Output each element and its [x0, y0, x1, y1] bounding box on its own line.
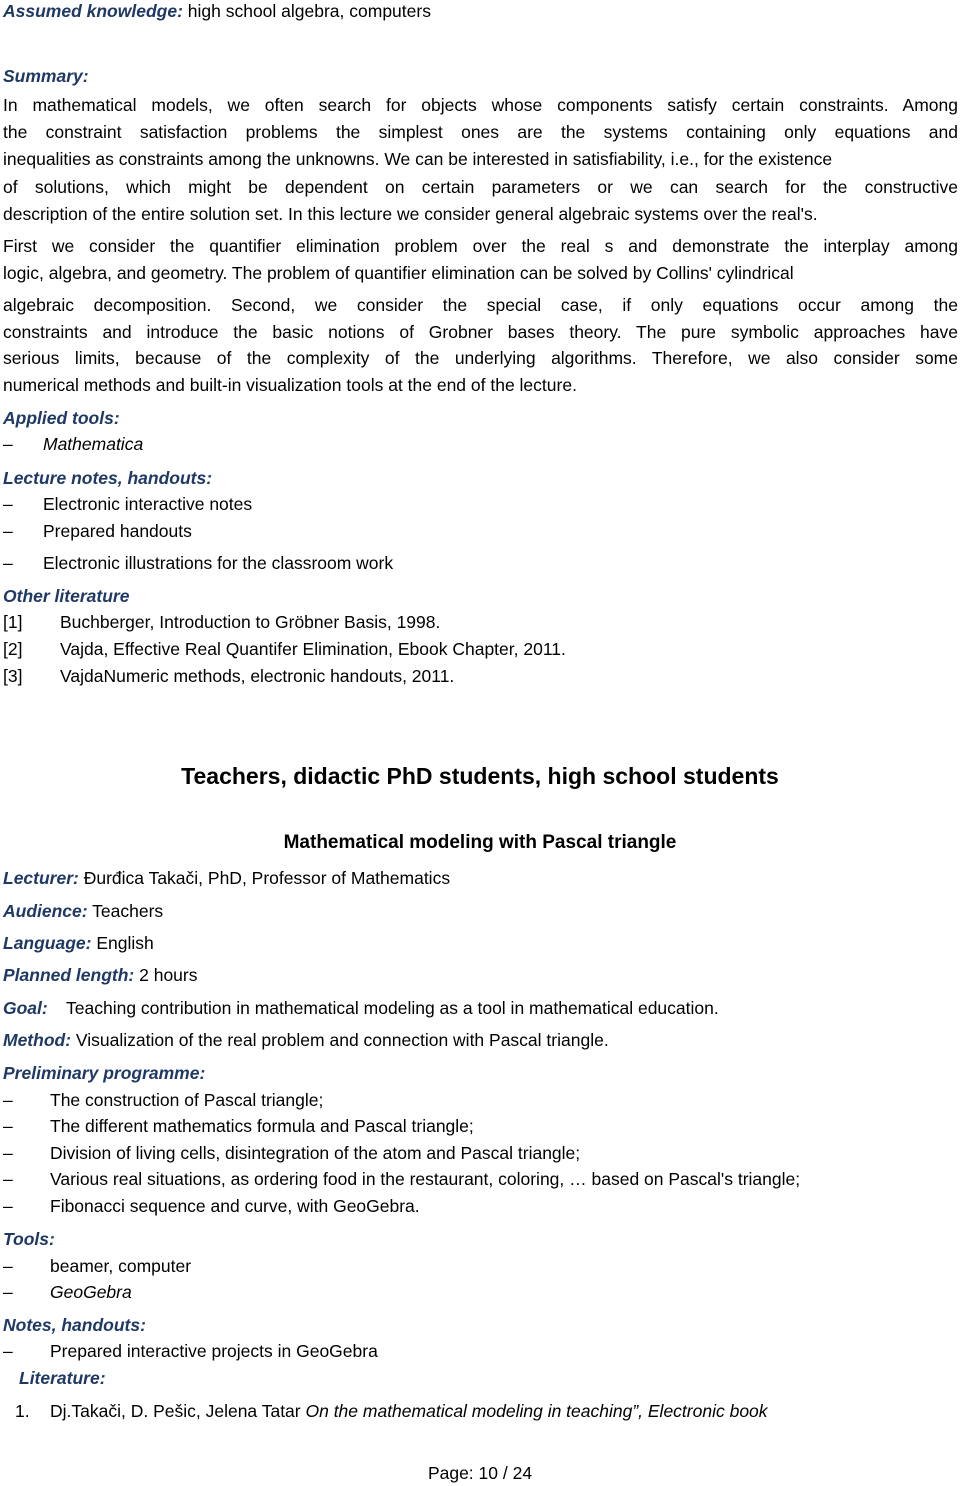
- goal-line: Goal: Teaching contribution in mathematical modeling as a tool in mathematical education.: [3, 998, 719, 1018]
- dash-bullet: –: [3, 494, 13, 514]
- dash-bullet: –: [3, 1090, 13, 1110]
- lecturer-label: Lecturer:: [3, 868, 79, 888]
- lecturer-line: Lecturer: Đurđica Takači, PhD, Professor of Mathematics: [3, 868, 451, 888]
- lecture-notes-label: Lecture notes, handouts:: [3, 468, 213, 488]
- audience-label: Audience:: [3, 901, 88, 921]
- dash-bullet: –: [3, 1169, 13, 1189]
- section-title: Teachers, didactic PhD students, high school students: [181, 763, 779, 789]
- notes-label: Notes, handouts:: [3, 1315, 146, 1335]
- summary-label: Summary:: [3, 66, 89, 86]
- length-line: Planned length: 2 hours: [3, 965, 198, 985]
- summary-line: serious limits, because of the complexity of the underlying algorithms. Therefore, we also consider some: [3, 348, 958, 368]
- applied-tools-label: Applied tools:: [3, 408, 120, 428]
- dash-bullet: –: [3, 1282, 13, 1302]
- dash-bullet: –: [3, 1341, 13, 1361]
- dash-bullet: –: [3, 1196, 13, 1216]
- course-title: Mathematical modeling with Pascal triangle: [283, 832, 677, 853]
- summary-line: of solutions, which might be dependent on certain parameters or we can search for the constructive: [3, 177, 958, 197]
- summary-line: the constraint satisfaction problems the simplest ones are the systems containing only equations and: [3, 122, 958, 142]
- summary-line: constraints and introduce the basic notions of Grobner bases theory. The pure symbolic approaches have: [3, 322, 958, 342]
- summary-line: inequalities as constraints among the unknowns. We can be interested in satisfiability, i.e., for the existence: [3, 149, 833, 169]
- summary-line: First we consider the quantifier elimination problem over the real s and demonstrate the interplay among: [3, 236, 958, 256]
- other-literature-label: Other literature: [3, 586, 130, 606]
- method-line: Method: Visualization of the real problem and connection with Pascal triangle.: [3, 1030, 609, 1050]
- dash-bullet: –: [3, 521, 13, 541]
- method-label: Method:: [3, 1030, 72, 1050]
- summary-line: In mathematical models, we often search for objects whose components satisfy certain constraints. Among: [3, 95, 958, 115]
- literature-label: Literature:: [19, 1368, 106, 1388]
- dash-bullet: –: [3, 1256, 13, 1276]
- dash-bullet: –: [3, 434, 13, 454]
- assumed-knowledge-line: [3, 0, 431, 22]
- dash-bullet: –: [3, 553, 13, 573]
- audience-line: Audience: Teachers: [3, 901, 164, 921]
- programme-label: Preliminary programme:: [3, 1063, 206, 1083]
- summary-line: numerical methods and built-in visualization tools at the end of the lecture.: [3, 375, 577, 395]
- language-label: Language:: [3, 933, 92, 953]
- summary-line: algebraic decomposition. Second, we consider the special case, if only equations occur among the: [3, 295, 958, 315]
- language-line: Language: English: [3, 933, 154, 953]
- goal-label: Goal:: [3, 998, 48, 1018]
- assumed-knowledge-label: Assumed knowledge:: [3, 1, 183, 21]
- dash-bullet: –: [3, 1116, 13, 1136]
- dash-bullet: –: [3, 1143, 13, 1163]
- document-page: Assumed knowledge: high school algebra, computers Summary: In mathematical models, we often search for objects whose components satisfy certain constraints. Among the constraint satisfaction problems the simplest ones are the systems containing only equations and inequalities as constraints among the unknowns. We can be interested in satisfiability, i.e., for the existence of solutions, which might be dependent on certain parameters or we can search for the constructive description of the entire solution set. In this lecture we consider general algebraic systems over the real's. First we consider the quantifier elimination problem over the real s and demonstrate the interplay among logic, algebra, and geometry. The problem of quantifier elimination can be solved by Collins' cylindrical algebraic decomposition. Second, we consider the special case, if only equations occur among the constraints and introduce the basic notions of Grobner bases theory. The pure symbolic approaches have serious limits, because of the complexity of the underlying algorithms. Therefore, we also consider some numerical methods and built-in visualization tools at the end of the lecture. Applied tools: – Mathematica Lecture notes, handouts: – Electronic interactive notes – Prepared handouts – Electronic illustrations for the classroom work Other literature [1] Buchberger, Introduction to Gröbner Basis, 1998. [2] Vajda, Effective Real Quantifer Elimination, Ebook Chapter, 2011. [3] VajdaNumeric methods, electronic handouts, 2011. Teachers, didactic PhD students, high school students Mathematical modeling with Pascal triangle Lecturer: Đurđica Takači, PhD, Professor of Mathematics Audience: Teachers Language: English Planned length: 2 hours Goal: Teaching contribution in mathematical modeling as a tool in mathematical education. Method: Visualization of the real problem and connection with Pascal triangle. Preliminary programme: – The construction of Pascal triangle; – The different mathematics formula and Pascal triangle; – Division of living cells, disintegration of the atom and Pascal triangle; – Various real situations, as ordering food in the restaurant, coloring, … based on Pascal's triangle; – Fibonacci sequence and curve, with GeoGebra. Tools: – beamer, computer – GeoGebra Notes, handouts: – Prepared interactive projects in GeoGebra Literature: 1. Dj.Takači, D. Pešic, Jelena Tatar On the mathematical modeling in teaching”, Electronic book Page: 10 / 24: [0, 0, 960, 1486]
- summary-line: description of the entire solution set. In this lecture we consider general algebraic systems over the real's.: [3, 204, 818, 224]
- page-number: Page: 10 / 24: [427, 1463, 533, 1483]
- tools-label: Tools:: [3, 1229, 55, 1249]
- assumed-knowledge-value: high school algebra, computers: [182, 1, 431, 21]
- summary-line: logic, algebra, and geometry. The problem of quantifier elimination can be solved by Collins' cylindrical: [3, 263, 794, 283]
- length-label: Planned length:: [3, 965, 135, 985]
